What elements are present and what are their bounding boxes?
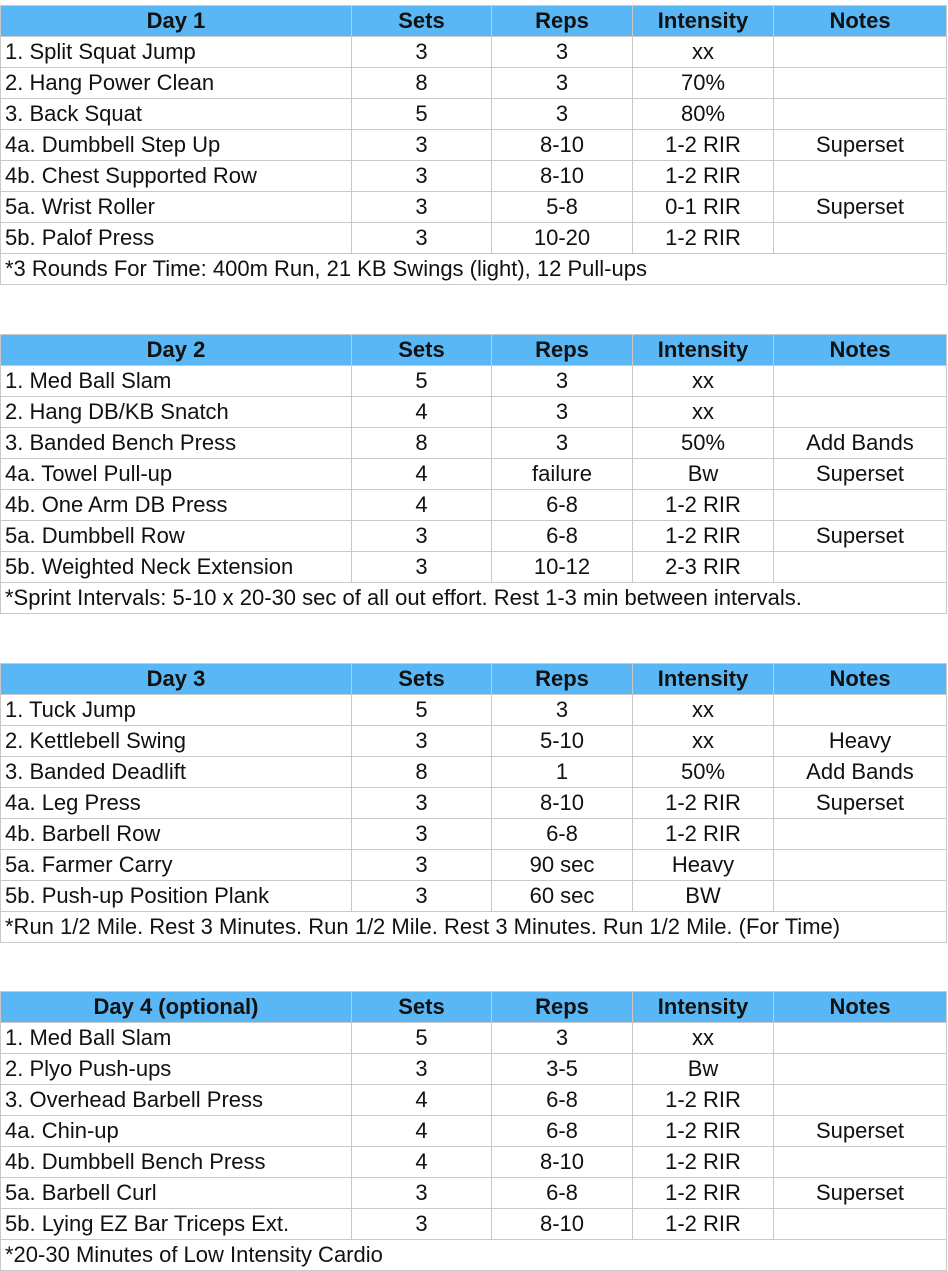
notes-cell <box>774 68 947 99</box>
table-row <box>1 1178 947 1209</box>
sets-cell: 4 <box>352 490 492 521</box>
intensity-cell: 0-1 RIR <box>633 192 774 223</box>
reps-cell: 8-10 <box>492 130 633 161</box>
sets-cell: 4 <box>352 1085 492 1116</box>
exercise-cell: 5a. Wrist Roller <box>1 192 352 223</box>
table-row <box>1 223 947 254</box>
exercise-cell: 4a. Leg Press <box>1 788 352 819</box>
column-header: Reps <box>492 6 633 37</box>
table-row <box>1 68 947 99</box>
notes-cell: Superset <box>774 1116 947 1147</box>
table-row <box>1 1147 947 1178</box>
table-row <box>1 99 947 130</box>
notes-cell <box>774 819 947 850</box>
sets-cell: 3 <box>352 161 492 192</box>
column-header: Sets <box>352 6 492 37</box>
exercise-cell: 4a. Towel Pull-up <box>1 459 352 490</box>
notes-cell <box>774 161 947 192</box>
sets-cell: 3 <box>352 850 492 881</box>
header-row <box>1 335 947 366</box>
notes-cell <box>774 366 947 397</box>
notes-cell: Superset <box>774 130 947 161</box>
intensity-cell: 1-2 RIR <box>633 1147 774 1178</box>
table-row <box>1 366 947 397</box>
intensity-cell: Heavy <box>633 850 774 881</box>
sets-cell: 3 <box>352 1209 492 1240</box>
intensity-cell: 1-2 RIR <box>633 490 774 521</box>
table-row <box>1 819 947 850</box>
intensity-cell: Bw <box>633 459 774 490</box>
notes-cell <box>774 1209 947 1240</box>
reps-cell: 10-12 <box>492 552 633 583</box>
reps-cell: 3 <box>492 99 633 130</box>
intensity-cell: 50% <box>633 428 774 459</box>
exercise-cell: 2. Plyo Push-ups <box>1 1054 352 1085</box>
exercise-cell: 5b. Push-up Position Plank <box>1 881 352 912</box>
column-header: Intensity <box>633 335 774 366</box>
reps-cell: 90 sec <box>492 850 633 881</box>
day-title: Day 2 <box>1 335 352 366</box>
day-title: Day 4 (optional) <box>1 992 352 1023</box>
reps-cell: 3 <box>492 695 633 726</box>
notes-cell <box>774 695 947 726</box>
reps-cell: 3 <box>492 397 633 428</box>
notes-cell <box>774 223 947 254</box>
table-row <box>1 490 947 521</box>
day-note: *3 Rounds For Time: 400m Run, 21 KB Swings (light), 12 Pull-ups <box>1 254 947 285</box>
table-row <box>1 788 947 819</box>
reps-cell: 3 <box>492 366 633 397</box>
reps-cell: 6-8 <box>492 1178 633 1209</box>
column-header: Notes <box>774 664 947 695</box>
sets-cell: 3 <box>352 788 492 819</box>
reps-cell: 3 <box>492 37 633 68</box>
column-header: Intensity <box>633 6 774 37</box>
exercise-cell: 2. Hang DB/KB Snatch <box>1 397 352 428</box>
column-header: Reps <box>492 992 633 1023</box>
notes-cell: Add Bands <box>774 757 947 788</box>
column-header: Intensity <box>633 992 774 1023</box>
sets-cell: 3 <box>352 1054 492 1085</box>
sets-cell: 3 <box>352 37 492 68</box>
sets-cell: 8 <box>352 757 492 788</box>
sets-cell: 4 <box>352 1147 492 1178</box>
column-header: Notes <box>774 6 947 37</box>
sets-cell: 8 <box>352 428 492 459</box>
table-row <box>1 1054 947 1085</box>
notes-cell <box>774 552 947 583</box>
intensity-cell: 1-2 RIR <box>633 130 774 161</box>
day-3-block <box>0 663 946 943</box>
table-row <box>1 757 947 788</box>
notes-cell: Superset <box>774 459 947 490</box>
sets-cell: 5 <box>352 1023 492 1054</box>
column-header: Sets <box>352 664 492 695</box>
exercise-cell: 4b. Barbell Row <box>1 819 352 850</box>
notes-cell <box>774 397 947 428</box>
notes-cell: Superset <box>774 1178 947 1209</box>
exercise-cell: 5b. Palof Press <box>1 223 352 254</box>
intensity-cell: 80% <box>633 99 774 130</box>
intensity-cell: 1-2 RIR <box>633 1209 774 1240</box>
workout-table <box>0 663 947 943</box>
intensity-cell: 1-2 RIR <box>633 819 774 850</box>
sets-cell: 4 <box>352 459 492 490</box>
day-note: *20-30 Minutes of Low Intensity Cardio <box>1 1240 947 1271</box>
note-row <box>1 254 947 285</box>
notes-cell: Superset <box>774 521 947 552</box>
table-row <box>1 695 947 726</box>
exercise-cell: 4a. Dumbbell Step Up <box>1 130 352 161</box>
intensity-cell: xx <box>633 695 774 726</box>
reps-cell: 8-10 <box>492 1147 633 1178</box>
reps-cell: 6-8 <box>492 1085 633 1116</box>
sets-cell: 3 <box>352 552 492 583</box>
reps-cell: 5-8 <box>492 192 633 223</box>
header-row <box>1 6 947 37</box>
exercise-cell: 4b. Dumbbell Bench Press <box>1 1147 352 1178</box>
intensity-cell: 50% <box>633 757 774 788</box>
notes-cell <box>774 1023 947 1054</box>
sets-cell: 5 <box>352 99 492 130</box>
sets-cell: 3 <box>352 819 492 850</box>
workout-table <box>0 991 947 1271</box>
sets-cell: 8 <box>352 68 492 99</box>
reps-cell: 3 <box>492 428 633 459</box>
reps-cell: 8-10 <box>492 788 633 819</box>
day-2-block <box>0 334 946 614</box>
exercise-cell: 5a. Barbell Curl <box>1 1178 352 1209</box>
reps-cell: 5-10 <box>492 726 633 757</box>
intensity-cell: xx <box>633 1023 774 1054</box>
day-title: Day 3 <box>1 664 352 695</box>
column-header: Sets <box>352 335 492 366</box>
intensity-cell: 1-2 RIR <box>633 1116 774 1147</box>
intensity-cell: 1-2 RIR <box>633 521 774 552</box>
table-row <box>1 881 947 912</box>
exercise-cell: 1. Tuck Jump <box>1 695 352 726</box>
column-header: Sets <box>352 992 492 1023</box>
exercise-cell: 1. Split Squat Jump <box>1 37 352 68</box>
sets-cell: 4 <box>352 1116 492 1147</box>
column-header: Reps <box>492 335 633 366</box>
exercise-cell: 4b. One Arm DB Press <box>1 490 352 521</box>
sets-cell: 3 <box>352 130 492 161</box>
column-header: Reps <box>492 664 633 695</box>
note-row <box>1 912 947 943</box>
notes-cell <box>774 1085 947 1116</box>
reps-cell: 6-8 <box>492 819 633 850</box>
workout-table <box>0 334 947 614</box>
column-header: Notes <box>774 992 947 1023</box>
exercise-cell: 3. Banded Deadlift <box>1 757 352 788</box>
table-row <box>1 130 947 161</box>
intensity-cell: 1-2 RIR <box>633 161 774 192</box>
exercise-cell: 5a. Farmer Carry <box>1 850 352 881</box>
exercise-cell: 1. Med Ball Slam <box>1 366 352 397</box>
reps-cell: 3 <box>492 1023 633 1054</box>
table-row <box>1 1209 947 1240</box>
exercise-cell: 4b. Chest Supported Row <box>1 161 352 192</box>
sets-cell: 3 <box>352 521 492 552</box>
reps-cell: 60 sec <box>492 881 633 912</box>
notes-cell <box>774 1147 947 1178</box>
sets-cell: 4 <box>352 397 492 428</box>
exercise-cell: 2. Hang Power Clean <box>1 68 352 99</box>
table-row <box>1 1023 947 1054</box>
reps-cell: failure <box>492 459 633 490</box>
notes-cell: Superset <box>774 788 947 819</box>
table-row <box>1 521 947 552</box>
exercise-cell: 2. Kettlebell Swing <box>1 726 352 757</box>
header-row <box>1 992 947 1023</box>
intensity-cell: xx <box>633 37 774 68</box>
intensity-cell: 1-2 RIR <box>633 788 774 819</box>
table-row <box>1 459 947 490</box>
table-row <box>1 552 947 583</box>
intensity-cell: xx <box>633 366 774 397</box>
notes-cell <box>774 490 947 521</box>
reps-cell: 8-10 <box>492 1209 633 1240</box>
notes-cell <box>774 37 947 68</box>
intensity-cell: 1-2 RIR <box>633 1085 774 1116</box>
notes-cell <box>774 881 947 912</box>
table-row <box>1 37 947 68</box>
exercise-cell: 3. Overhead Barbell Press <box>1 1085 352 1116</box>
header-row <box>1 664 947 695</box>
notes-cell: Heavy <box>774 726 947 757</box>
table-row <box>1 850 947 881</box>
reps-cell: 8-10 <box>492 161 633 192</box>
intensity-cell: xx <box>633 397 774 428</box>
sets-cell: 3 <box>352 223 492 254</box>
intensity-cell: xx <box>633 726 774 757</box>
reps-cell: 10-20 <box>492 223 633 254</box>
intensity-cell: BW <box>633 881 774 912</box>
intensity-cell: 2-3 RIR <box>633 552 774 583</box>
reps-cell: 3 <box>492 68 633 99</box>
intensity-cell: Bw <box>633 1054 774 1085</box>
exercise-cell: 5b. Weighted Neck Extension <box>1 552 352 583</box>
exercise-cell: 5a. Dumbbell Row <box>1 521 352 552</box>
reps-cell: 1 <box>492 757 633 788</box>
sets-cell: 3 <box>352 881 492 912</box>
sets-cell: 3 <box>352 1178 492 1209</box>
day-4-block <box>0 991 946 1271</box>
table-row <box>1 726 947 757</box>
sets-cell: 3 <box>352 726 492 757</box>
reps-cell: 3-5 <box>492 1054 633 1085</box>
day-title: Day 1 <box>1 6 352 37</box>
exercise-cell: 3. Banded Bench Press <box>1 428 352 459</box>
table-row <box>1 192 947 223</box>
table-row <box>1 428 947 459</box>
sets-cell: 3 <box>352 192 492 223</box>
notes-cell <box>774 1054 947 1085</box>
intensity-cell: 1-2 RIR <box>633 1178 774 1209</box>
notes-cell <box>774 850 947 881</box>
reps-cell: 6-8 <box>492 521 633 552</box>
exercise-cell: 5b. Lying EZ Bar Triceps Ext. <box>1 1209 352 1240</box>
day-1-block <box>0 5 946 285</box>
day-note: *Sprint Intervals: 5-10 x 20-30 sec of all out effort. Rest 1-3 min between intervals. <box>1 583 947 614</box>
workout-table <box>0 5 947 285</box>
exercise-cell: 1. Med Ball Slam <box>1 1023 352 1054</box>
table-row <box>1 161 947 192</box>
reps-cell: 6-8 <box>492 1116 633 1147</box>
sets-cell: 5 <box>352 366 492 397</box>
table-row <box>1 1085 947 1116</box>
notes-cell: Superset <box>774 192 947 223</box>
exercise-cell: 4a. Chin-up <box>1 1116 352 1147</box>
column-header: Notes <box>774 335 947 366</box>
notes-cell <box>774 99 947 130</box>
intensity-cell: 1-2 RIR <box>633 223 774 254</box>
intensity-cell: 70% <box>633 68 774 99</box>
table-row <box>1 397 947 428</box>
note-row <box>1 583 947 614</box>
notes-cell: Add Bands <box>774 428 947 459</box>
day-note: *Run 1/2 Mile. Rest 3 Minutes. Run 1/2 Mile. Rest 3 Minutes. Run 1/2 Mile. (For Time) <box>1 912 947 943</box>
reps-cell: 6-8 <box>492 490 633 521</box>
sets-cell: 5 <box>352 695 492 726</box>
exercise-cell: 3. Back Squat <box>1 99 352 130</box>
table-row <box>1 1116 947 1147</box>
column-header: Intensity <box>633 664 774 695</box>
